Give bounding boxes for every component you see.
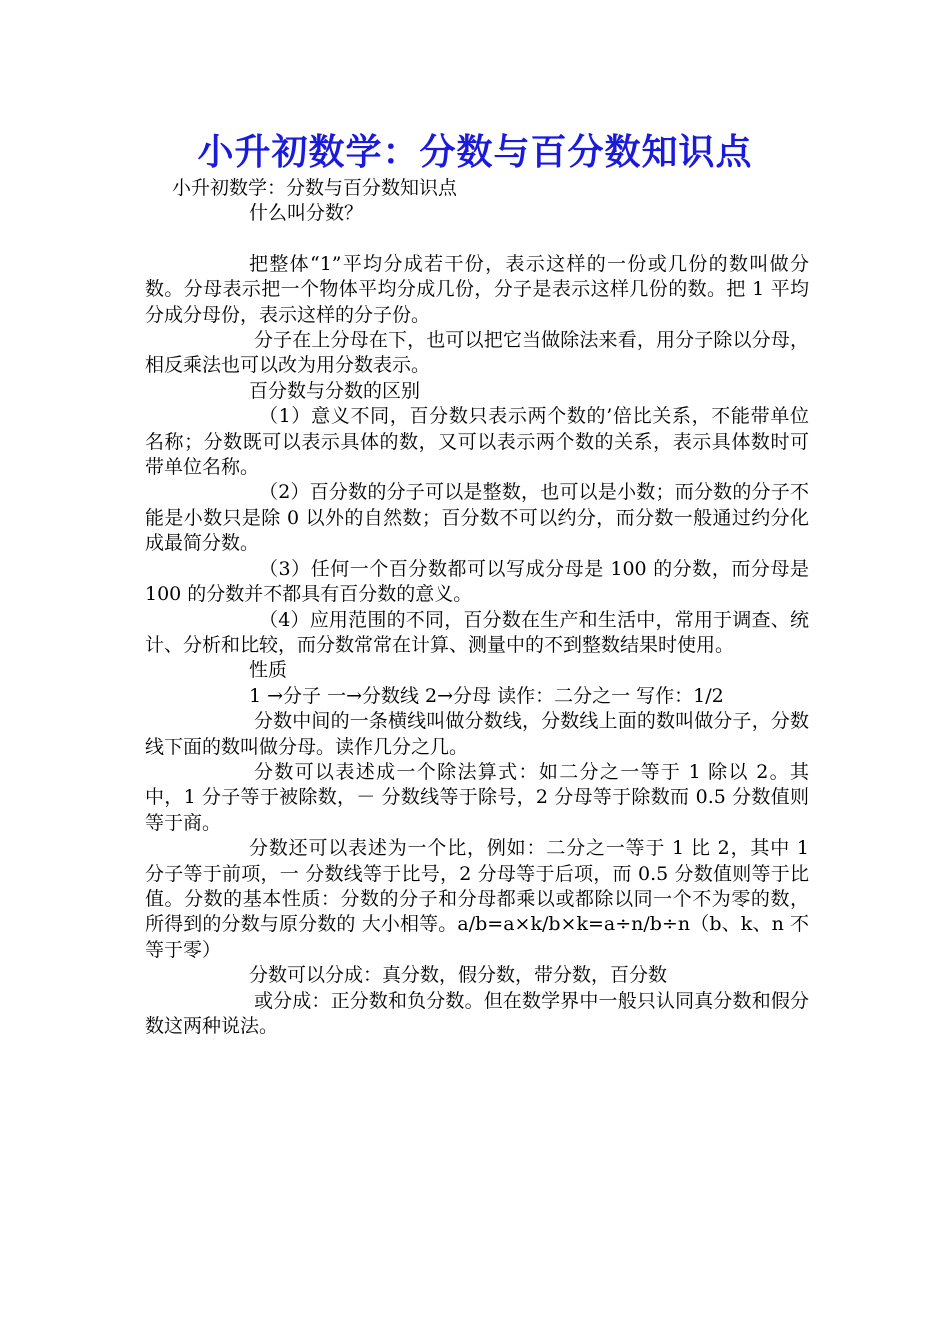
page-title: 小升初数学：分数与百分数知识点 [197,131,753,173]
division-paragraph: 分子在上分母在下，也可以把它当做除法来看，用分子除以分母，相反乘法也可以改为用分数表示。 [145,329,809,377]
section-heading-difference: 百分数与分数的区别 [249,379,421,402]
fraction-notation-line: 1 →分子 一→分数线 2→分母 读作：二分之一 写作：1/2 [249,684,724,707]
difference-item-4: （4）应用范围的不同，百分数在生产和生活中，常用于调查、统计、分析和比较，而分数常常在计算、测量中的不到整数结果时使用。 [145,608,809,656]
classification-line: 分数可以分成：真分数，假分数，带分数，百分数 [249,964,668,987]
subtitle-paragraph: 小升初数学：分数与百分数知识点 [172,177,458,199]
fraction-line-paragraph: 分数中间的一条横线叫做分数线，分数线上面的数叫做分子，分数线下面的数叫做分母。读作几分之几。 [145,710,809,758]
difference-item-3: （3）任何一个百分数都可以写成分母是 100 的分数，而分母是 100 的分数并不都具有百分数的意义。 [145,557,809,606]
section-heading-what-is-fraction: 什么叫分数？ [249,202,364,225]
difference-item-2: （2）百分数的分子可以是整数，也可以是小数；而分数的分子不能是小数只是除 0 以外的自然数；百分数不可以约分，而分数一般通过约分化成最简分数。 [145,481,809,555]
division-expression-paragraph: 分数可以表述成一个除法算式：如二分之一等于 1 除以 2。其中，1 分子等于被除数，－ 分数线等于除号，2 分母等于除数而 0.5 分数值则等于商。 [145,760,809,834]
document-body [145,176,809,1039]
section-heading-properties: 性质 [249,659,288,682]
ratio-paragraph: 分数还可以表述为一个比，例如：二分之一等于 1 比 2，其中 1 分子等于前项，一 分数线等于比号，2 分母等于后项，而 0.5 分数值则等于比值。分数的基本性质：分数的分子和分母都乘以或都除以同一个不为零的数，所得到的分数与原分数的 大小相等。a/b=a×k/b×k=a÷n/b÷n（b、k、n 不等于零） [145,837,809,961]
definition-paragraph: 把整体“1”平均分成若干份，表示这样的一份或几份的数叫做分数。分母表示把一个物体平均分成几份，分子是表示这样几份的数。把 1 平均分成分母份，表示这样的分子份。 [145,252,809,326]
difference-item-1: （1）意义不同，百分数只表示两个数的’倍比关系，不能带单位名称；分数既可以表示具体的数，又可以表示两个数的关系，表示具体数时可带单位名称。 [145,405,809,479]
classification-paragraph: 或分成：正分数和负分数。但在数学界中一般只认同真分数和假分数这两种说法。 [145,989,809,1037]
